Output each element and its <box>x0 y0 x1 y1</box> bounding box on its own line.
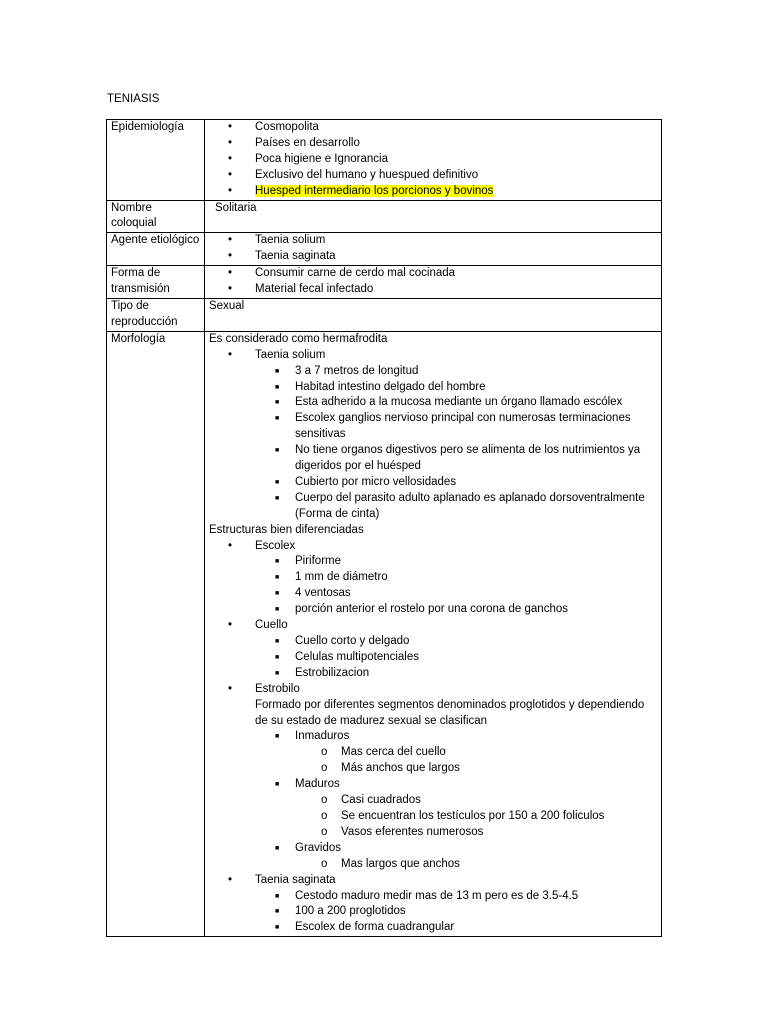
list-item: ■ Estrobilizacion <box>209 666 657 682</box>
list-item: o Mas largos que anchos <box>209 857 657 873</box>
highlighted-text: Huesped intermediario los porcionos y bovinos <box>255 184 494 197</box>
list-item: ■ Celulas multipotenciales <box>209 650 657 666</box>
table-row <box>107 120 662 201</box>
list-item: ■ 100 a 200 proglotidos <box>209 904 657 920</box>
row-content <box>205 331 662 936</box>
table-row <box>107 233 662 266</box>
document-title: TENIASIS <box>107 93 160 105</box>
list-item: ■ 3 a 7 metros de longitud <box>209 364 657 380</box>
section-text: Estructuras bien diferenciadas <box>209 523 364 536</box>
list-item: • Exclusivo del humano y huespued definitivo <box>209 168 657 184</box>
list-item: ■ Cestodo maduro medir mas de 13 m pero es de 3.5-4.5 <box>209 889 657 905</box>
list-item: • Cuello <box>209 618 657 634</box>
row-label: Nombre coloquial <box>107 200 205 233</box>
list-item: ■ Gravidos <box>209 841 657 857</box>
list-item: o Más anchos que largos <box>209 761 657 777</box>
intro-text: Es considerado como hermafrodita <box>209 332 388 345</box>
row-content <box>205 298 662 331</box>
row-label: Morfología <box>107 331 205 936</box>
table-row <box>107 298 662 331</box>
row-label: Forma de transmisión <box>107 266 205 299</box>
paragraph-text: Formado por diferentes segmentos denominados proglotidos y dependiendo de su estado de madurez sexual se clasifican <box>255 698 645 727</box>
list-item: • Taenia saginata <box>209 249 657 265</box>
list-item: ■ Cuello corto y delgado <box>209 634 657 650</box>
list-item: ■ Escolex ganglios nervioso principal con numerosas terminaciones sensitivas <box>209 411 657 443</box>
list-item: • Material fecal infectado <box>209 282 657 298</box>
list-item: ■ porción anterior el rostelo por una corona de ganchos <box>209 602 657 618</box>
list-item: • Taenia saginata <box>209 873 657 889</box>
list-item: o Mas cerca del cuello <box>209 745 657 761</box>
list-item: • Taenia solium <box>209 233 657 249</box>
list-item: ■ Habitad intestino delgado del hombre <box>209 380 657 396</box>
row-content <box>205 120 662 201</box>
list-item: ■ Cubierto por micro vellosidades <box>209 475 657 491</box>
list-item: • Poca higiene e Ignorancia <box>209 152 657 168</box>
list-item: ■ 1 mm de diámetro <box>209 570 657 586</box>
list-item: • Estrobilo <box>209 682 657 698</box>
list-item: o Casi cuadrados <box>209 793 657 809</box>
list-item: ■ Maduros <box>209 777 657 793</box>
list-item-highlighted <box>209 184 657 200</box>
list-item: ■ 4 ventosas <box>209 586 657 602</box>
list-item: ■ Piriforme <box>209 554 657 570</box>
list-item: • Taenia solium <box>209 348 657 364</box>
list-item: o Se encuentran los testículos por 150 a 200 foliculos <box>209 809 657 825</box>
list-item: ■ Esta adherido a la mucosa mediante un órgano llamado escólex <box>209 395 657 411</box>
list-item: ■ Inmaduros <box>209 729 657 745</box>
list-item: • Escolex <box>209 539 657 555</box>
row-content <box>205 233 662 266</box>
row-label: Tipo de reproducción <box>107 298 205 331</box>
row-label: Epidemiología <box>107 120 205 201</box>
row-label: Agente etiológico <box>107 233 205 266</box>
list-item: • Cosmopolita <box>209 120 657 136</box>
teniasis-table <box>106 119 662 937</box>
list-item: ■ Escolex de forma cuadrangular <box>209 920 657 936</box>
table-row <box>107 266 662 299</box>
list-item: • Consumir carne de cerdo mal cocinada <box>209 266 657 282</box>
row-content <box>205 266 662 299</box>
cell-text: Sexual <box>209 299 245 312</box>
list-item: ■ No tiene organos digestivos pero se alimenta de los nutrimientos ya digeridos por el huésped <box>209 443 657 475</box>
cell-text: Solitaria <box>215 201 257 214</box>
list-item: ■ Cuerpo del parasito adulto aplanado es aplanado dorsoventralmente (Forma de cinta) <box>209 491 657 523</box>
table-row <box>107 200 662 233</box>
row-content <box>205 200 662 233</box>
list-item: • Países en desarrollo <box>209 136 657 152</box>
table-row <box>107 331 662 936</box>
list-item: o Vasos eferentes numerosos <box>209 825 657 841</box>
